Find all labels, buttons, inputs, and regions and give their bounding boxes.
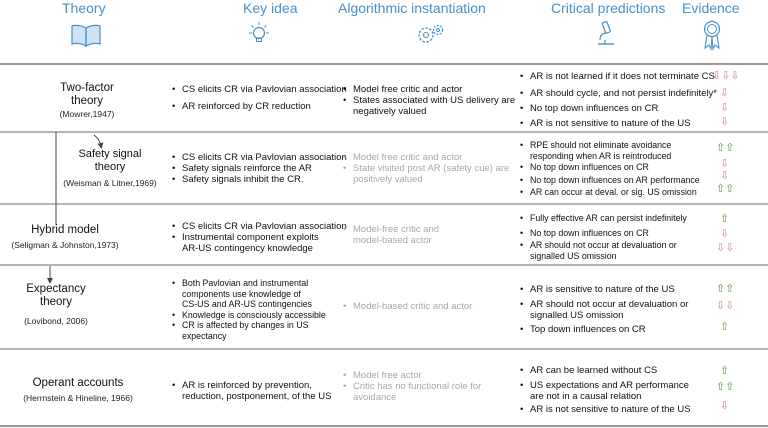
row-divider	[0, 348, 768, 350]
algorithm-list	[343, 370, 481, 403]
key-idea-item: • Safety signals reinforce the AR	[172, 163, 347, 174]
key-idea-item: • CS elicits CR via Pavlovian association	[172, 152, 347, 163]
key-idea-item: • CS elicits CR via Pavlovian association	[172, 84, 347, 95]
prediction-item: • AR is not learned if it does not terminate CS	[520, 71, 717, 82]
prediction-item: • AR can occur at deval. or sig. US omission	[520, 187, 700, 198]
algorithm-list	[343, 301, 472, 312]
prediction-item: • AR is not sensitive to nature of the US	[520, 118, 717, 129]
algorithm-item: • Model-based critic and actor	[343, 301, 472, 312]
algorithm-item: • State visited post AR (safety cue) are positively valued	[343, 163, 509, 185]
prediction-item: • RPE should not eliminate avoidance responding when AR is reintroduced	[520, 140, 700, 161]
theory-name: Safety signal theory	[78, 148, 142, 173]
evidence-down-arrows: ⇩	[720, 87, 730, 99]
evidence-down-arrows: ⇩	[720, 102, 730, 114]
key-idea-list	[172, 380, 331, 402]
evidence-down-arrows: ⇩	[720, 170, 730, 182]
prediction-item: • AR should not occur at devaluation or signalled US omission	[520, 240, 687, 261]
algorithm-list	[343, 152, 509, 185]
predictions-list	[520, 140, 700, 198]
key-idea-item: • Both Pavlovian and instrumental components use knowledge of CS-US and AR-US contingencies	[172, 278, 326, 310]
row-divider	[0, 203, 768, 205]
gears-icon	[414, 22, 448, 48]
key-idea-list	[172, 221, 347, 254]
key-idea-item: • Instrumental component exploits AR-US contingency knowledge	[172, 232, 347, 254]
prediction-item: • Top down influences on CR	[520, 324, 688, 335]
theory-name: Expectancy theory	[26, 283, 86, 308]
theory-name: Hybrid model	[31, 224, 99, 236]
evidence-down-arrows: ⇩	[720, 228, 730, 240]
predictions-list	[520, 71, 717, 129]
row-divider	[0, 131, 768, 133]
key-idea-list	[172, 152, 347, 185]
predictions-list	[520, 284, 688, 335]
table-bottom-rule	[0, 425, 768, 427]
key-idea-item: • CR is affected by changes in US expectancy	[172, 320, 326, 341]
prediction-item: • Fully effective AR can persist indefinitely	[520, 213, 687, 224]
theory-citation: (Mowrer,1947)	[59, 109, 115, 119]
theory-citation: (Weisman & Litner,1969)	[63, 178, 157, 188]
algorithm-item: • Model free critic and actor	[343, 84, 515, 95]
header-theory: Theory	[62, 0, 106, 16]
header-key-idea: Key idea	[243, 0, 298, 16]
prediction-item: • No top down influences on CR	[520, 103, 717, 114]
prediction-item: • AR should cycle, and not persist indefinitely*	[520, 88, 717, 99]
key-idea-list	[172, 84, 347, 112]
algorithm-item: • Model free actor	[343, 370, 481, 381]
table-top-rule	[0, 63, 768, 65]
evidence-down-arrows: ⇩⇩⇩	[712, 70, 740, 82]
theory-citation: (Seligman & Johnston,1973)	[11, 240, 119, 250]
predictions-list	[520, 213, 687, 261]
theory-citation: (Herrnstein & Hineline, 1966)	[23, 393, 133, 403]
ribbon-award-icon	[701, 19, 723, 51]
algorithm-item: • States associated with US delivery are negatively valued	[343, 95, 515, 117]
evidence-up-arrows: ⇧⇧	[716, 381, 735, 393]
key-idea-item: • AR is reinforced by prevention, reduction, postponement, of the US	[172, 380, 331, 402]
theory-name: Two-factor theory	[60, 82, 114, 107]
prediction-item: • AR is not sensitive to nature of the US	[520, 404, 691, 415]
header-critical-predictions: Critical predictions	[551, 0, 666, 16]
evidence-up-arrows: ⇧⇧	[716, 183, 735, 195]
header-algorithmic-instantiation: Algorithmic instantiation	[338, 0, 486, 16]
key-idea-item: • Safety signals inhibit the CR.	[172, 174, 347, 185]
algorithm-item: • Model-free critic and model-based actor	[343, 224, 439, 246]
evidence-down-arrows: ⇩	[720, 158, 730, 170]
prediction-item: • AR is sensitive to nature of the US	[520, 284, 688, 295]
evidence-up-arrows: ⇧⇧	[716, 142, 735, 154]
book-icon	[70, 22, 102, 48]
evidence-down-arrows: ⇩⇩	[716, 300, 735, 312]
prediction-item: • AR should not occur at devaluation or signalled US omission	[520, 299, 688, 321]
lightbulb-icon	[244, 20, 274, 48]
evidence-up-arrows: ⇧	[720, 365, 730, 377]
header-evidence: Evidence	[682, 0, 740, 16]
theory-name: Operant accounts	[32, 377, 124, 389]
key-idea-item: • Knowledge is consciously accessible	[172, 310, 326, 321]
key-idea-item: • CS elicits CR via Pavlovian association	[172, 221, 347, 232]
evidence-up-arrows: ⇧	[720, 213, 730, 225]
row-divider	[0, 264, 768, 266]
microscope-icon	[593, 20, 619, 48]
prediction-item: • AR can be learned without CS	[520, 365, 691, 376]
key-idea-item: • AR reinforced by CR reduction	[172, 101, 347, 112]
algorithm-list	[343, 84, 515, 117]
prediction-item: • No top down influences on CR	[520, 162, 700, 173]
theory-citation: (Lovibond, 2006)	[24, 316, 88, 326]
algorithm-item: • Model free critic and actor	[343, 152, 509, 163]
evidence-up-arrows: ⇧	[720, 321, 730, 333]
evidence-down-arrows: ⇩	[720, 116, 730, 128]
prediction-item: • US expectations and AR performance are not in a causal relation	[520, 380, 691, 402]
prediction-item: • No top down influences on AR performance	[520, 175, 700, 186]
key-idea-list	[172, 278, 326, 341]
evidence-down-arrows: ⇩	[720, 400, 730, 412]
evidence-up-arrows: ⇧⇧	[716, 283, 735, 295]
prediction-item: • No top down influences on CR	[520, 228, 687, 239]
algorithm-item: • Critic has no functional role for avoidance	[343, 381, 481, 403]
predictions-list	[520, 365, 691, 415]
evidence-down-arrows: ⇩⇩	[716, 242, 735, 254]
algorithm-list	[343, 224, 439, 246]
